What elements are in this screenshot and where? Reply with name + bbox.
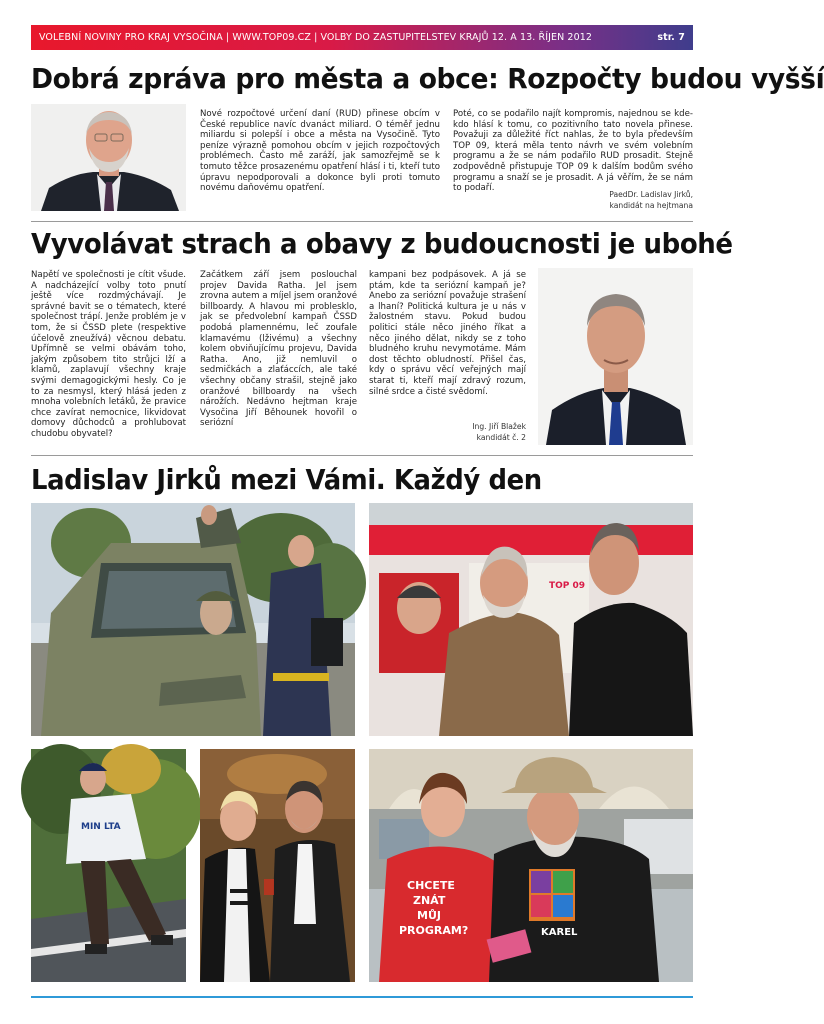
- article2-headline: Vyvolávat strach a obavy z budoucnosti je ubohé: [31, 228, 733, 260]
- banner-text: VOLEBNÍ NOVINY PRO KRAJ VYSOČINA | WWW.TOP09.CZ | VOLBY DO ZASTUPITELSTEV KRAJŮ 12. A 13. ŘÍJEN 2012: [39, 32, 593, 43]
- photo-military-jeep: [31, 503, 355, 736]
- article2-signature-name: Ing. Jiří Blažek: [472, 422, 526, 431]
- article1-column-2: Poté, co se podařilo najít kompromis, najednou se kde-kdo hlásí k tomu, co pozitivního tato novela přinese. Považuji za důležité říct nahlas, že to byla především TOP 09, která měla tento návrh ve svém volebním programu a že se nám podařilo RUD prosadit. Stejně zodpovědně přistupuje TOP 09 k dalším bodům svého programu a snaží se je prosadit. A já věřím, že se nám to podaří.: [453, 109, 693, 194]
- article2-signature: [369, 422, 526, 443]
- shirt-name: KAREL: [541, 927, 578, 938]
- section-divider: [31, 221, 693, 222]
- article1-column-1: Nové rozpočtové určení daní (RUD) přinese obcím v České republice navíc dvanáct miliard. O téměř jednu miliardu si polepší i obce a města na Vysočině. Tyto peníze výrazně pomohou obcím v jejich rozpočtových problémech. Často mě zaráží, jak samozřejmě se k tomuto těžce prosazenému opatření hlásí i ti, kteří tuto úpravu nepodporovali a dokonce byli proti tomuto novému daňovému opatření.: [200, 109, 440, 194]
- shirt-slogan-line4: PROGRAM?: [399, 924, 469, 937]
- photo-supporter-tshirt: [369, 749, 693, 982]
- article2-signature-role: kandidát č. 2: [476, 432, 526, 442]
- article2-column-1: Napětí ve společnosti je cítit všude. A nadcházející volby toto pnutí ještě více rozdmýchávají. Je správné bavit se o tématech, které společnost trápí. Jenže problém je v tom, že si ČSSD plete (respektive účelově zneužívá) věcnou debatu. Upřímně se velmi obávám toho, jakým způsobem tito strůjci lží a klamů, zaplavují všechny kraje svými demagogickými hesly. Co je to za nesmysl, který hlásá jeden z mnoha volebních letáků, že pravice chce zavírat nemocnice, likvidovat domovy důchodců a prohlubovat chudobu obyvatel?: [31, 270, 186, 439]
- portrait-ladislav-jirku: [31, 104, 186, 211]
- shirt-slogan-line3: MŮJ: [417, 909, 441, 922]
- page-banner: [31, 25, 693, 50]
- shirt-slogan-line1: CHCETE: [407, 879, 455, 892]
- photo-reception-toast: [200, 749, 355, 982]
- portrait-jiri-blazek: [538, 268, 693, 445]
- section-divider: [31, 455, 693, 456]
- article1-signature: [453, 190, 693, 211]
- article1-signature-name: PaedDr. Ladislav Jirků,: [609, 190, 693, 199]
- shirt-slogan-line2: ZNÁT: [413, 894, 446, 907]
- tent-logo-text: TOP 09: [549, 581, 586, 591]
- article1-signature-role: kandidát na hejtmana: [609, 200, 693, 210]
- photo-inline-skater: [31, 749, 186, 982]
- article2-column-2: Začátkem září jsem poslouchal projev Davida Ratha. Jel jsem zrovna autem a míjel jsem oranžové billboardy. A hlavou mi problesklo, jak se předvolební kampaň ČSSD podobá plamennému, leč zoufale klamavému (lživému) a všechny kolem obviňujícímu projevu, Davida Ratha. Ano, již nemluvil o sedmičkách a zlaťáccích, ale také všechny občany strašil, stejně jako oranžové billboardy na všech nárožích. Nedávno hejtman kraje Vysočina Jiří Běhounek hovořil o seriózní: [200, 270, 357, 429]
- vest-text: MIN LTA: [81, 822, 121, 832]
- page-bottom-rule: [31, 996, 693, 998]
- gallery-headline: Ladislav Jirků mezi Vámi. Každý den: [31, 464, 542, 496]
- article1-headline: Dobrá zpráva pro města a obce: Rozpočty budou vyšší: [31, 63, 824, 95]
- article2-column-3: kampani bez podpásovek. A já se ptám, kde ta seriózní kampaň je? Anebo za seriózní považuje strašení a lhaní? Politická kultura je u nás v žalostném stavu. Pokud budou politici stále něco jiného říkat a něco jiného dělat, nikdy se z toho bludného kruhu nevymotáme. Mám dost těchto obludností. Přišel čas, kdy o správu věcí veřejných mají starat ti, kteří mají zdravý rozum, silné srdce a čisté svědomí.: [369, 270, 526, 397]
- page-number: str. 7: [657, 32, 685, 43]
- photo-campaign-tent: [369, 503, 693, 736]
